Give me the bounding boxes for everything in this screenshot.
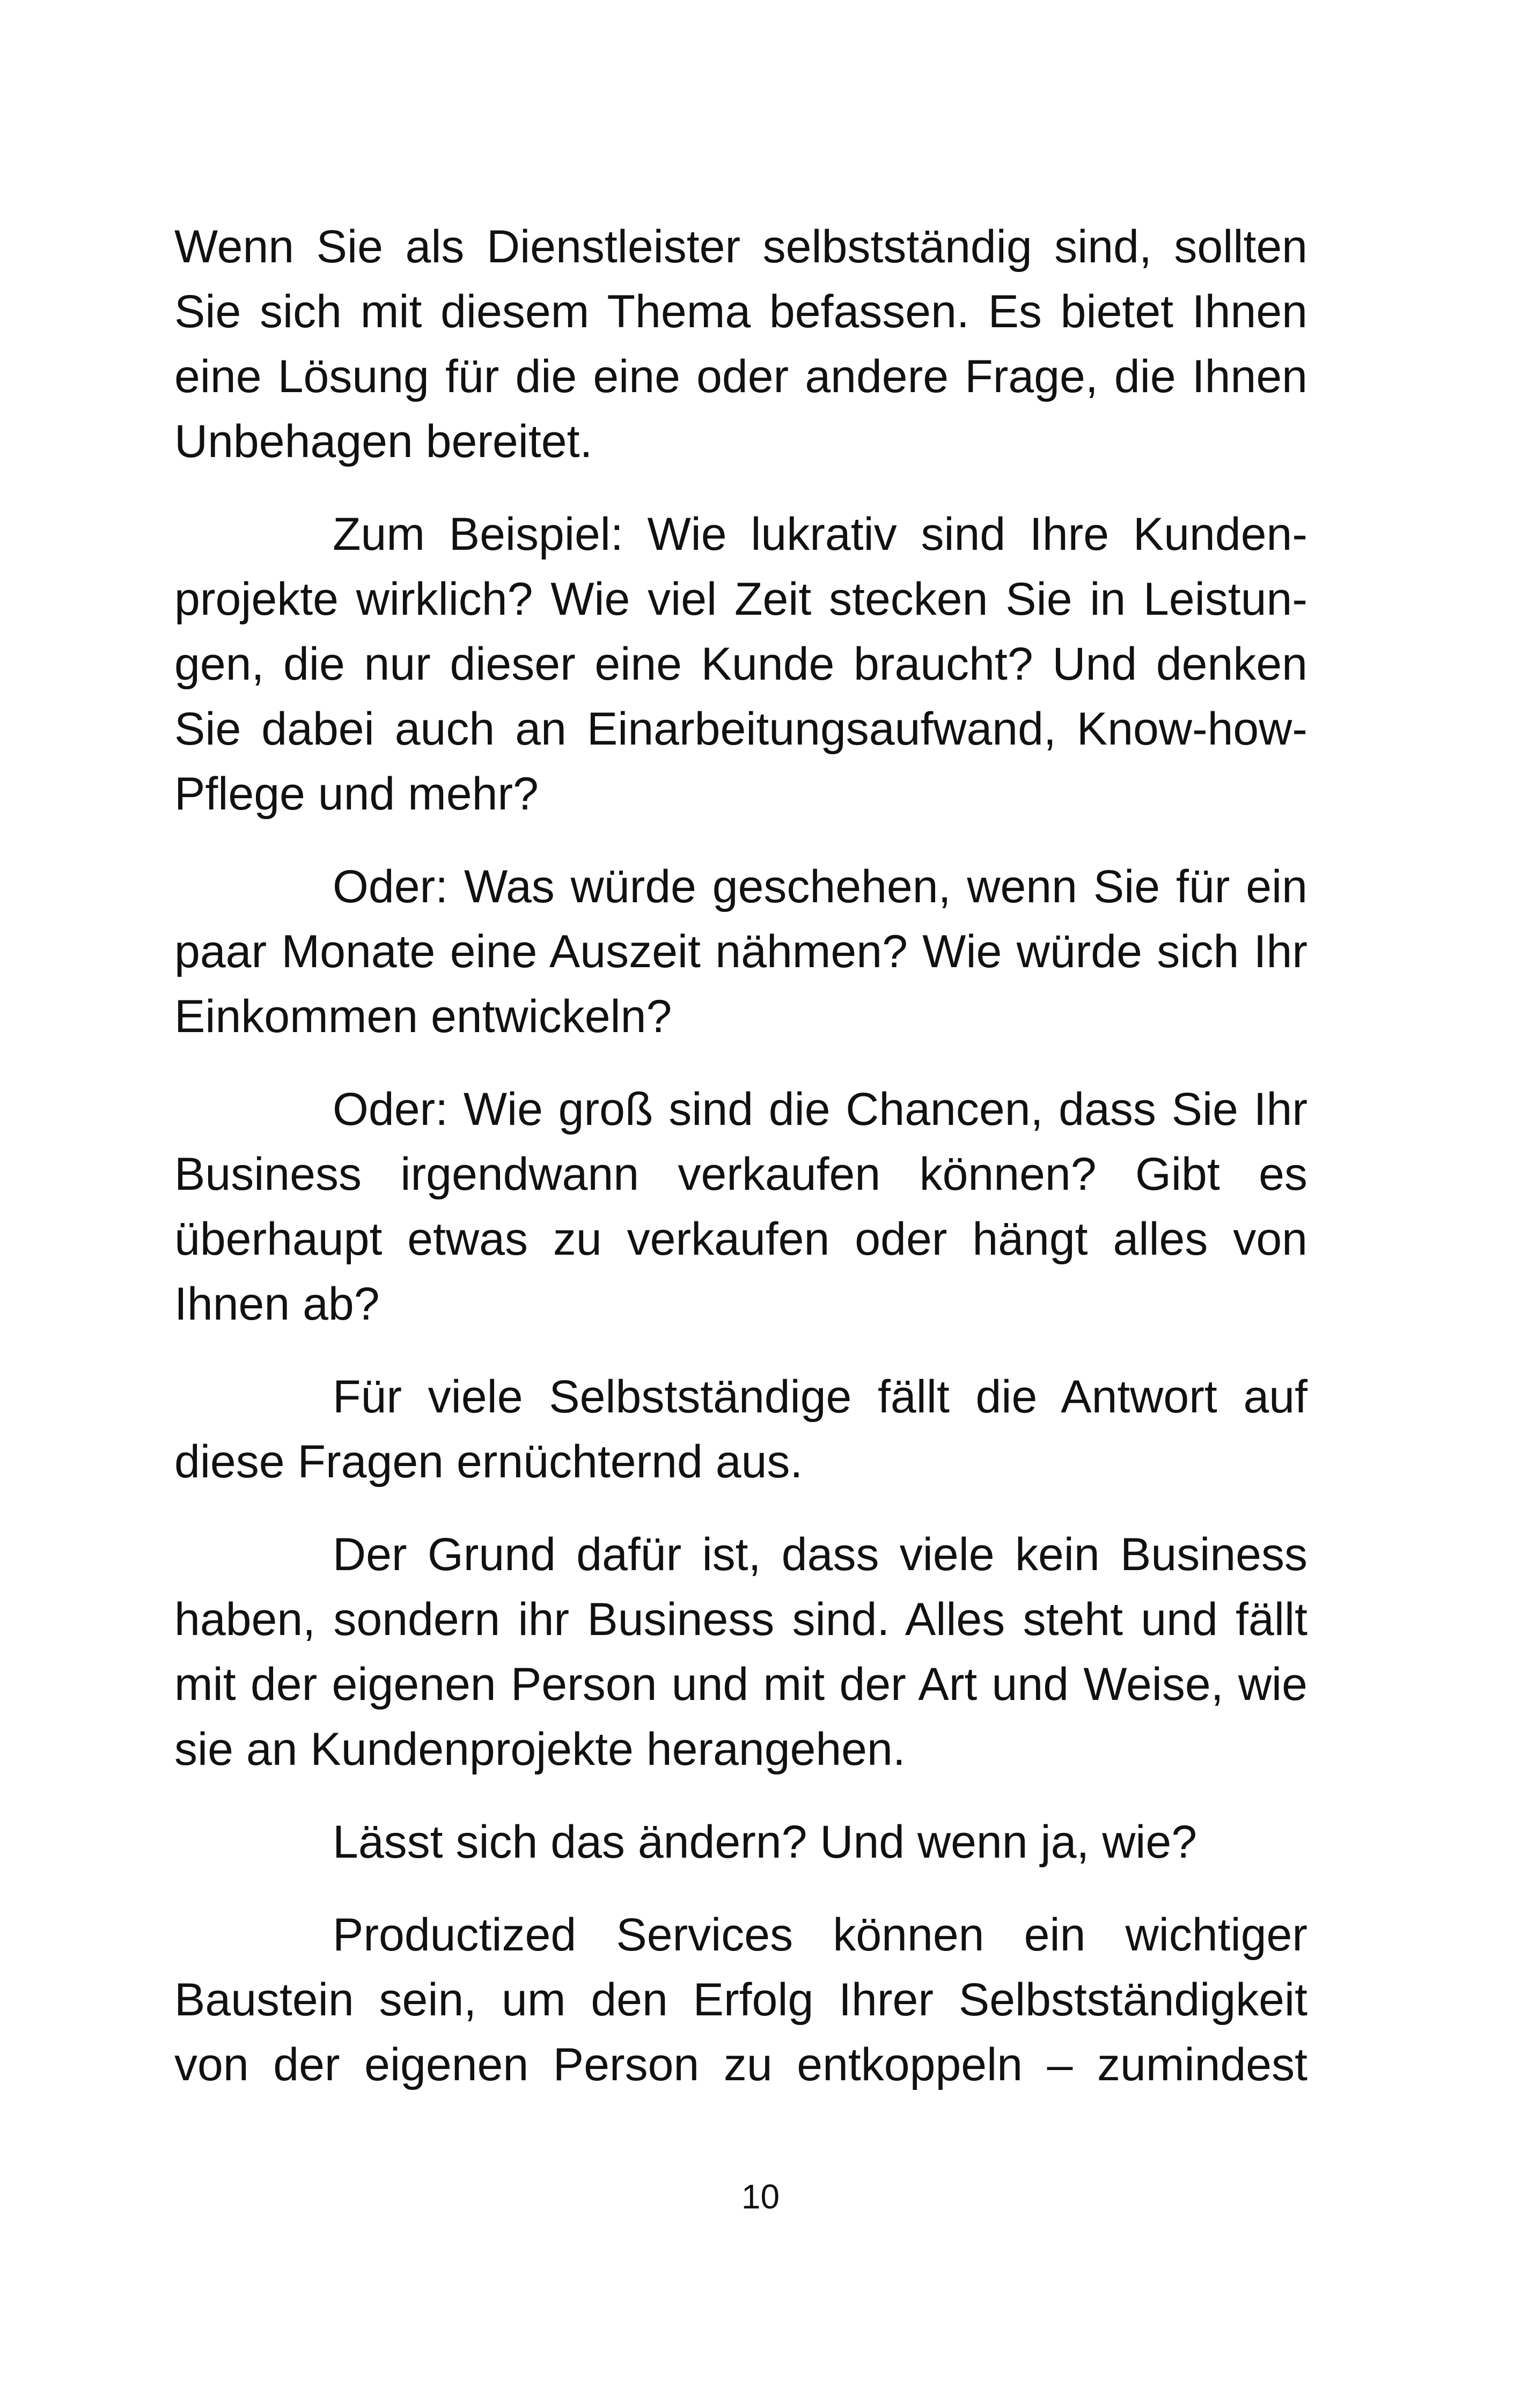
paragraph-example-questions: Zum Beispiel: Wie lukrativ sind Ihre Kundenprojekte wirklich? Wie viel Zeit stecken Sie in Leistungen, die nur dieser eine Kunde braucht? Und denken Sie dabei auch an Einarbeitungsaufwand, Know-how-Pflege und mehr? xyxy=(174,509,1307,820)
paragraph-sale-question: Oder: Wie groß sind die Chancen, dass Sie Ihr Business irgendwann verkaufen können? Gibt es überhaupt etwas zu verkaufen oder hängt alles von Ihnen ab? xyxy=(174,1084,1307,1330)
paragraph-intro: Wenn Sie als Dienstleister selbstständig sind, sollten Sie sich mit diesem Thema befassen. Es bietet Ihnen eine Lösung für die eine oder andere Frage, die Ihnen Unbehagen bereitet. xyxy=(174,221,1307,467)
paragraph-answer: Für viele Selbstständige fällt die Antwort auf diese Fragen ernüchternd aus. xyxy=(174,1371,1307,1487)
paragraph-timeout-question: Oder: Was würde geschehen, wenn Sie für ein paar Monate eine Auszeit nähmen? Wie würde sich Ihr Einkommen entwickeln? xyxy=(174,861,1307,1042)
page-number: 10 xyxy=(741,2177,780,2216)
paragraph-change-question: Lässt sich das ändern? Und wenn ja, wie? xyxy=(333,1816,1197,1868)
body-text xyxy=(174,215,1307,2097)
paragraph-reason: Der Grund dafür ist, dass viele kein Business haben, sondern ihr Business sind. Alles steht und fällt mit der eigenen Person und mit der Art und Weise, wie sie an Kundenprojekte herangehen. xyxy=(174,1529,1307,1775)
paragraph-productized-services: Productized Services können ein wichtiger Baustein sein, um den Erfolg Ihrer Selbstständigkeit von der eigenen Person zu entkoppeln – zumindest xyxy=(174,1909,1307,2090)
